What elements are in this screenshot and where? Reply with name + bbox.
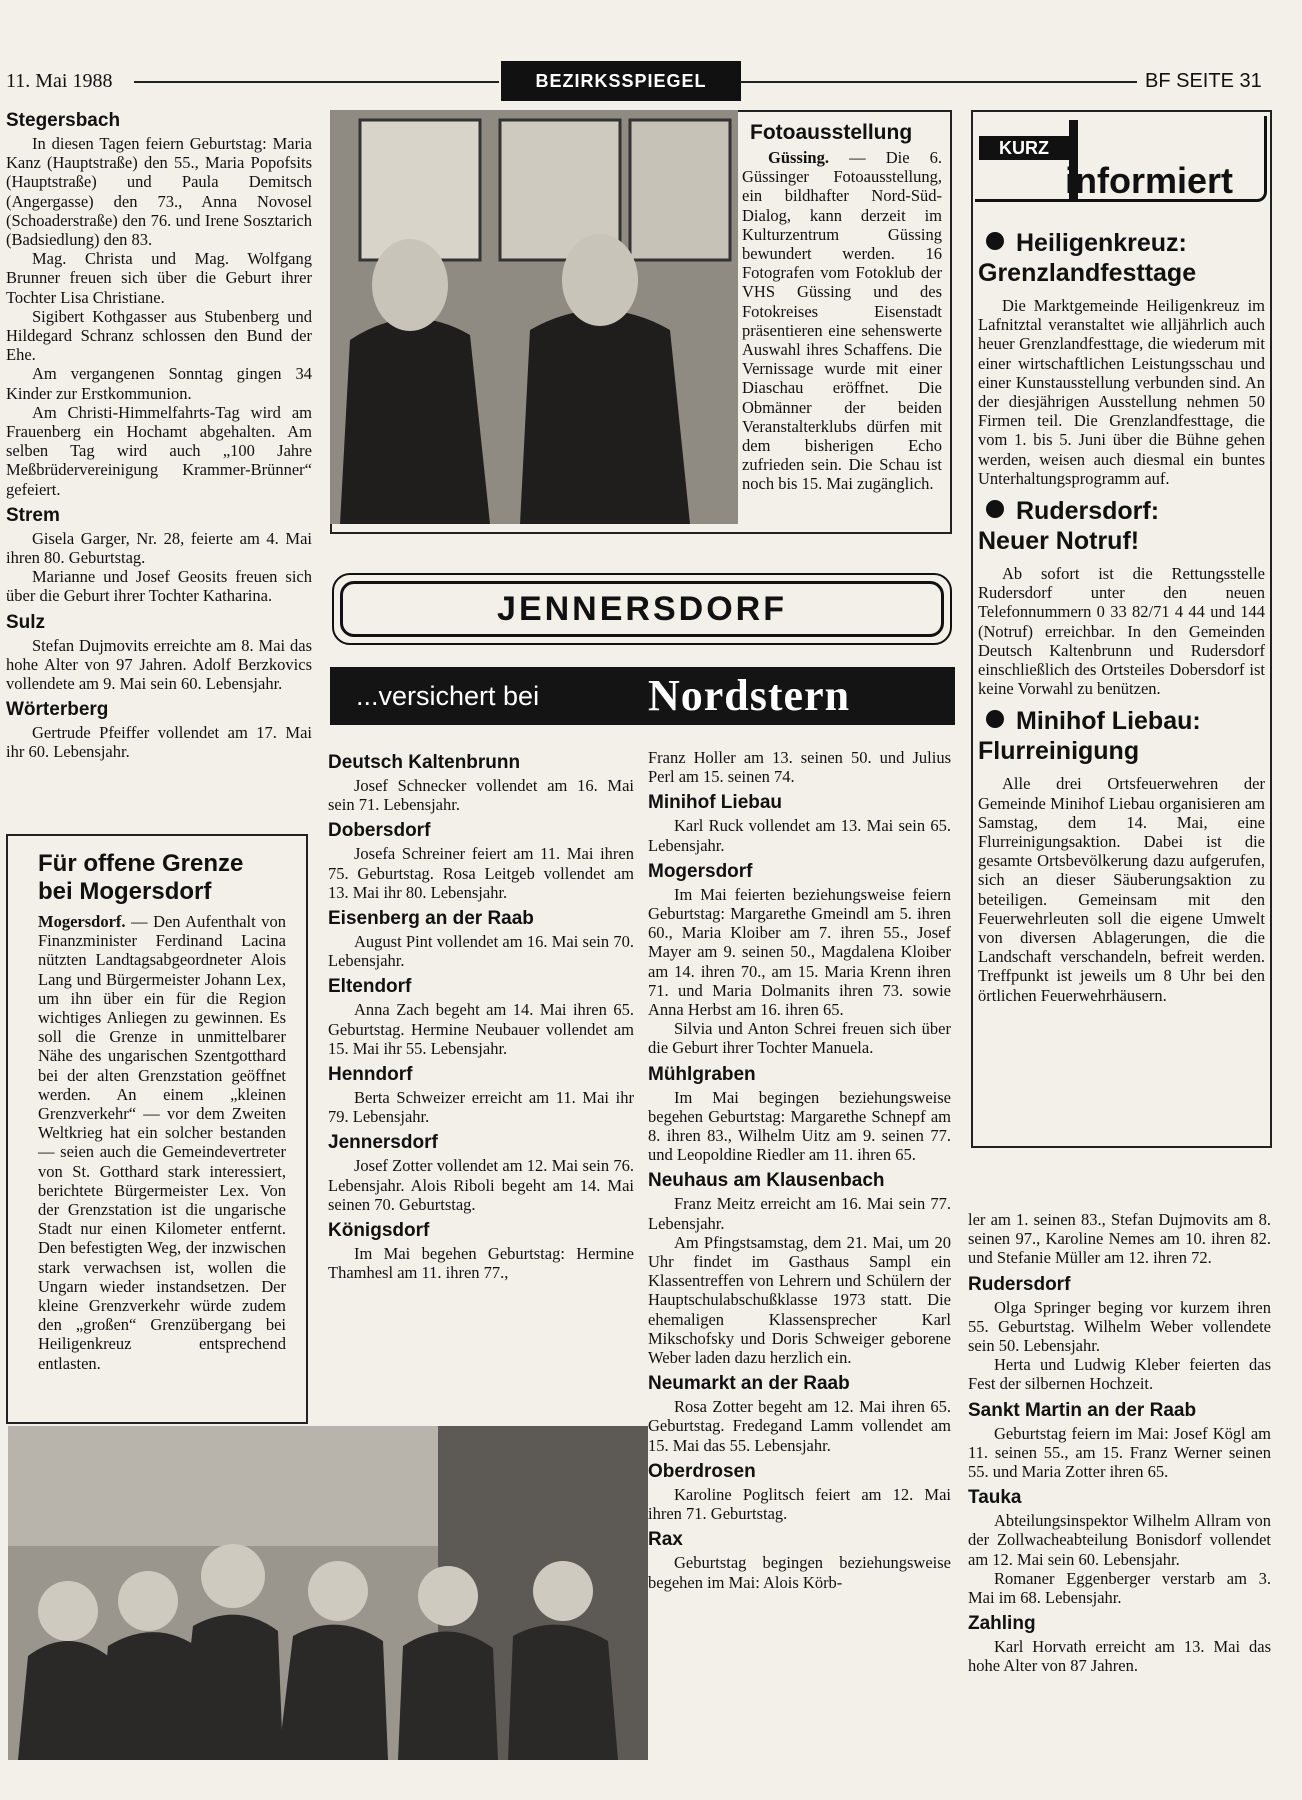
section-heading: Mogersdorf [648,860,753,882]
bullet-icon [986,710,1004,728]
section-heading: Zahling [968,1613,1036,1635]
article-text: — Die 6. Güssinger Fotoausstellung, ein bildhafter Nord-Süd-Dialog, kann derzeit im Kulturzentrum Güssing bewundert werden. 16 Fotografen vom Fotoklub der VHS Güssing und des Fotokreises Eisenstadt präsentieren eine sehenswerte Auswahl ihres Schaffens. Die Vernissage wurde mit einer Diaschau eröffnet. Die Obmänner der beiden Veranstalterklubs dürfen mit dem bisherigen Echo zufrieden sein. Die Schau ist noch bis 15. Mai zugänglich. [742,148,942,494]
paragraph: Berta Schweizer erreicht am 11. Mai ihr 79. Lebensjahr. [328,1088,634,1127]
paragraph: Geburtstag begingen beziehungsweise begehen im Mai: Alois Körb- [648,1553,951,1592]
paragraph: Josefa Schreiner feiert am 11. Mai ihren 75. Geburtstag. Rosa Leitgeb vollendet am 13. Mai ihr 80. Lebensjahr. [328,844,634,902]
section-heading: Neuhaus am Klausenbach [648,1170,885,1192]
section-heading: Henndorf [328,1064,413,1086]
middle-right-column [648,748,951,1592]
paragraph: ler am 1. seinen 83., Stefan Dujmovits am 8. seinen 97., Karoline Nemes am 10. ihren 82. und Stefanie Müller am 12. ihren 72. [968,1210,1271,1268]
paragraph: Mag. Christa und Mag. Wolfgang Brunner freuen sich über die Geburt ihrer Tochter Lisa Christiane. [6,249,312,307]
section-heading: Eisenberg an der Raab [328,908,534,930]
section-heading: Jennersdorf [328,1132,438,1154]
paragraph: Karl Ruck vollendet am 13. Mai sein 65. Lebensjahr. [648,816,951,855]
title-line2: Grenzlandfesttage [978,259,1197,287]
paragraph: Geburtstag feiern im Mai: Josef Kögl am 11. seinen 55., am 15. Franz Werner seinen 55. und Maria Zotter ihren 65. [968,1423,1271,1482]
paragraph: Im Mai begehen Geburtstag: Hermine Thamhesl am 11. ihren 77., [328,1244,634,1283]
title-line1: Minihof Liebau: [1016,707,1201,736]
paragraph: Karl Horvath erreicht am 13. Mai das hohe Alter von 87 Jahren. [968,1637,1271,1676]
paragraph: Am Pfingstsamstag, dem 21. Mai, um 20 Uhr findet im Gasthaus Sampl ein Klassentreffen von Lehrern und Schülern der Hauptschulabschußklasse 1973 statt. Die ehemaligen Klassensprecher Karl Mikschofsky und Doris Schweiger geborene Weber laden dazu herzlich ein. [648,1232,951,1368]
middle-column [328,752,634,1282]
bullet-icon [986,500,1004,518]
title-line2: Flurreinigung [978,737,1140,766]
paragraph: In diesen Tagen feiern Geburtstag: Maria Kanz (Hauptstraße) den 55., Maria Popofsits (Hauptstraße) und Paula Demitsch (Angergasse) den 73., Anna Novosel (Schoaderstraße) den 76. und Irene Sosztarich (Badsiedlung) den 83. [6,134,312,250]
news-item-text: Ab sofort ist die Rettungsstelle Rudersdorf unter den neuen Telefonnummern 0 33 82/71 4 44 und 144 (Notruf) erreichbar. In den Gemeinden Deutsch Kaltenbrunn und Rudersdorf einschließlich des Ortsteiles Dobersdorf ist keine Vorwahl zu benützen. [978,564,1265,699]
section-rubric: BEZIRKSSPIEGEL [502,62,740,100]
left-column [6,110,312,762]
fotoausstellung-text [742,122,942,494]
section-heading: Mühlgraben [648,1063,756,1085]
paragraph: Gisela Garger, Nr. 28, feierte am 4. Mai ihren 80. Geburtstag. [6,528,312,568]
section-heading: Dobersdorf [328,820,431,842]
group-photo-men [8,1426,648,1760]
section-heading: Minihof Liebau [648,792,783,814]
article-title: Fotoausstellung [750,121,913,144]
section-heading: Tauka [968,1487,1022,1509]
paragraph: Gertrude Pfeiffer vollendet am 17. Mai ihr 60. Lebensjahr. [6,723,312,762]
paragraph: Herta und Ludwig Kleber feierten das Fest der silbernen Hochzeit. [968,1355,1271,1394]
district-banner [332,573,952,645]
paragraph: Sigibert Kothgasser aus Stubenberg und Hildegard Schranz schlossen den Bund der Ehe. [6,306,312,365]
paragraph: Silvia und Anton Schrei freuen sich über die Geburt ihrer Tochter Manuela. [648,1019,951,1058]
header-rule-left [134,81,499,83]
title-line2: Neuer Notruf! [978,527,1140,556]
section-heading: Wörterberg [6,699,109,721]
paragraph: Romaner Eggenberger verstarb am 3. Mai im 68. Lebensjahr. [968,1568,1271,1608]
logo-label: KURZ [979,136,1069,160]
dateline: Mogersdorf. [38,912,126,931]
section-heading: Eltendorf [328,976,412,998]
article-body [742,148,942,494]
dateline: Güssing. [768,148,829,167]
paragraph: Stefan Dujmovits erreichte am 8. Mai das hohe Alter von 97 Jahren. Adolf Berzkovics vollendete am 9. Mai sein 60. Lebensjahr. [6,635,312,694]
news-item-title [978,496,1265,556]
paragraph: Am vergangenen Sonntag gingen 34 Kinder zur Erstkommunion. [6,364,312,403]
sponsor-banner [330,667,955,725]
paragraph: Franz Meitz erreicht am 16. Mai sein 77. Lebensjahr. [648,1194,951,1233]
logo-word: informiert [1065,160,1234,201]
article-title [38,850,286,906]
mogersdorf-article-box [6,834,308,1424]
section-heading: Deutsch Kaltenbrunn [328,752,521,773]
news-item-text: Alle drei Ortsfeuerwehren der Gemeinde Minihof Liebau organisieren am Samstag, dem 14. Mai, eine Flurreinigungsaktion. Dabei ist die gesamte Ortsbevölkerung dazu aufgerufen, sich an dieser Säuberungsaktion zu beteiligen. Gemeinsam mit den Feuerwehrleuten soll die eigene Umwelt von diversen Ablagerungen, die die Landschaft verschandeln, befreit werden. Treffpunkt ist jeweils um 8 Uhr bei den örtlichen Feuerwehrhäusern. [978,774,1265,1005]
sponsor-prefix: ...versichert bei [356,681,540,711]
paragraph: Karoline Poglitsch feiert am 12. Mai ihren 71. Geburtstag. [648,1484,951,1524]
sponsor-brand: Nordstern [648,671,851,720]
news-item-title [978,706,1265,766]
section-heading: Neumarkt an der Raab [648,1373,850,1395]
page-number: BF SEITE 31 [1145,70,1262,92]
exhibition-photo [330,110,738,524]
header-rule-right [740,81,1137,83]
news-item-title [978,228,1265,288]
paragraph: Am Christi-Himmelfahrts-Tag wird am Frauenberg ein Hochamt abgehalten. Am selben Tag wird auch „100 Jahre Meßbrüdervereinigung Krammer-Brünner“ gefeiert. [6,402,312,499]
paragraph: Olga Springer beging vor kurzem ihren 55. Geburtstag. Wilhelm Weber vollendete sein 50. Lebensjahr. [968,1297,1271,1356]
section-heading: Oberdrosen [648,1460,756,1482]
bullet-icon [986,232,1004,250]
section-heading: Rax [648,1529,683,1551]
paragraph: Anna Zach begeht am 14. Mai ihren 65. Geburtstag. Hermine Neubauer vollendet am 15. Mai ihr 55. Lebensjahr. [328,1000,634,1058]
paragraph: Abteilungsinspektor Wilhelm Allram von der Zollwacheabteilung Bonisdorf vollendet am 12. Mai sein 60. Lebensjahr. [968,1511,1271,1569]
article-text: — Den Aufenthalt von Finanzminister Ferdinand Lacina nützten Landtagsabgeordneter Alois Lang und Bürgermeister Johann Lex, um ihn über ein für die Region wichtiges Anliegen zu gewinnen. Es soll die Grenze in unmittelbarer Nähe des ungarischen Szentgotthard bei der alten Grenzstation geöffnet werden. An einem „kleinen Grenzverkehr“ — vor dem Zweiten Weltkrieg hat ein solcher bestanden — seien auch die Gemeindevertreter von St. Gotthard stark interessiert, berichtete Bürgermeister Lex. Von der Grenzstation ist die ungarische Stadt nur einen Kilometer entfernt. Den befestigten Weg, der inzwischen stark verwachsen ist, wollen die Ungarn wieder instandsetzen. Der kleine Grenzverkehr würde zudem den „großen“ Grenzübergang bei Heiligenkreuz entsprechend entlasten. [38,912,286,1373]
section-heading: Stegersbach [6,110,121,131]
paragraph: Im Mai begingen beziehungsweise begehen Geburtstag: Margarethe Schnepf am 8. ihren 83., Wilhelm Uitz am 9. seinen 77. und Leopoldine Riedler am 11. ihren 65. [648,1087,951,1165]
kurz-informiert-logo [975,116,1267,206]
district-name: JENNERSDORF [340,581,944,637]
paragraph: August Pint vollendet am 16. Mai sein 70. Lebensjahr. [328,932,634,971]
section-heading: Rudersdorf [968,1273,1071,1295]
paragraph: Franz Holler am 13. seinen 50. und Julius Perl am 15. seinen 74. [648,748,951,787]
section-heading: Strem [6,504,60,526]
right-lower-column [968,1210,1271,1676]
section-heading: Königsdorf [328,1220,430,1242]
article-title-line1: Für offene Grenze [38,850,244,877]
paragraph: Marianne und Josef Geosits freuen sich über die Geburt ihrer Tochter Katharina. [6,567,312,606]
news-item-text: Die Marktgemeinde Heiligenkreuz im Lafnitztal veranstaltet wie alljährlich auch heuer Grenzlandfesttage, die wiederum mit einer wirtschaftlichen Leistungsschau und einer Kunstausstellung verbunden sind. An der diesjährigen Ausstellung nehmen 50 Firmen teil. Die Grenzlandfesttage, die vom 1. bis 5. Juni über die Bühne gehen werden, weisen auch diesmal ein buntes Unterhaltungsprogramm auf. [978,296,1265,488]
title-line1: Rudersdorf: [1016,497,1160,526]
section-heading: Sankt Martin an der Raab [968,1399,1197,1421]
title-line1: Heiligenkreuz: [1016,229,1187,257]
paragraph: Josef Zotter vollendet am 12. Mai sein 76. Lebensjahr. Alois Riboli begeht am 14. Mai seinen 70. Geburtstag. [328,1156,634,1214]
article-body [38,912,286,1373]
issue-date: 11. Mai 1988 [6,70,113,92]
paragraph: Josef Schnecker vollendet am 16. Mai sein 71. Lebensjahr. [328,776,634,815]
paragraph: Rosa Zotter begeht am 12. Mai ihren 65. Geburtstag. Fredegand Lamm vollendet am 15. Mai das 55. Lebensjahr. [648,1397,951,1455]
kurz-informiert-body [978,220,1265,1005]
paragraph: Im Mai feierten beziehungsweise feiern Geburtstag: Margarethe Gmeindl am 5. ihren 60., Maria Kloiber am 7. ihren 55., Josef Mayer am 9. seinen 50., Magdalena Kloiber am 14. ihren 70., am 15. Maria Krenn ihren 71. und Maria Dolmanits ihren 73. sowie Anna Herbst am 16. ihren 65. [648,884,951,1020]
article-title-line2: bei Mogersdorf [38,878,212,905]
section-heading: Sulz [6,611,46,633]
